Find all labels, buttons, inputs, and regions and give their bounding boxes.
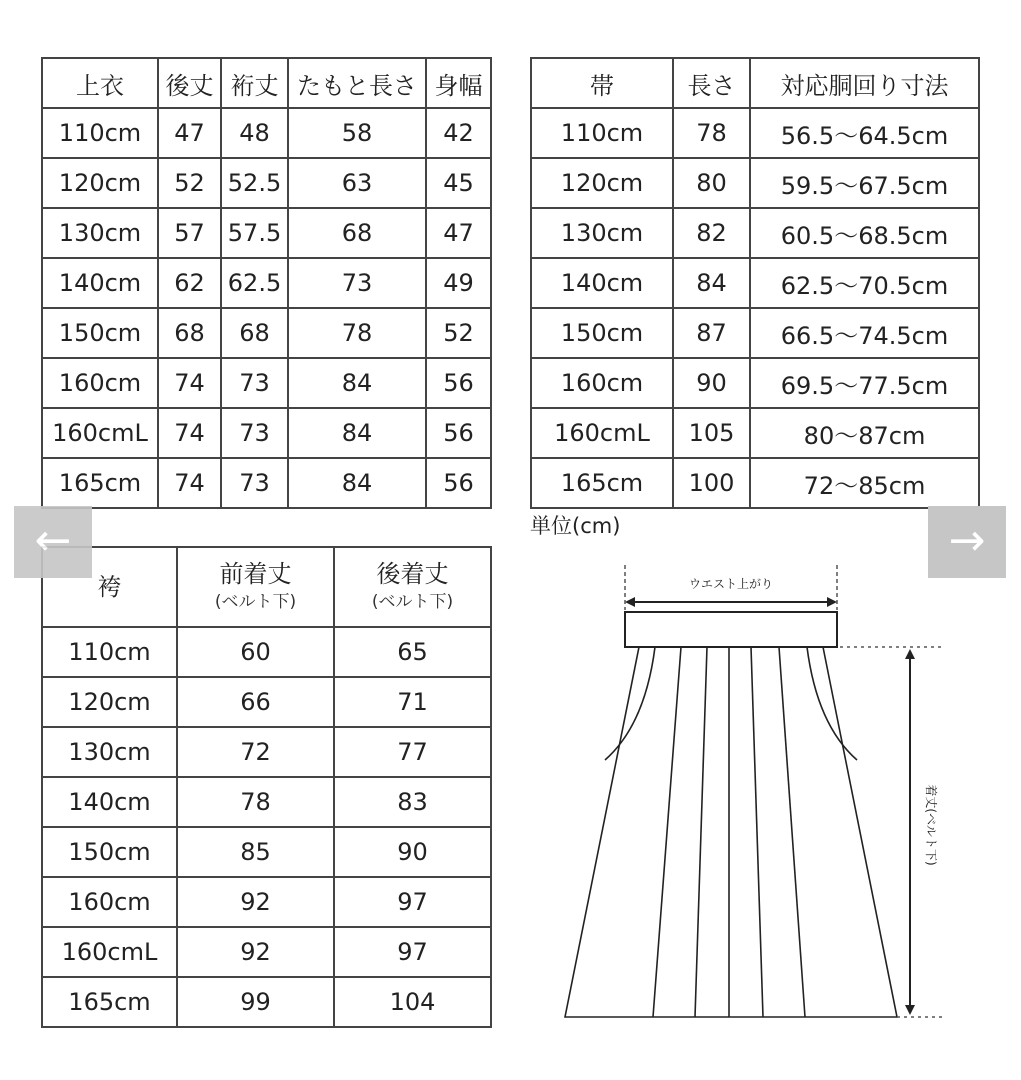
table-row [42, 208, 491, 258]
table-row [42, 827, 491, 877]
value-cell: 68 [221, 308, 288, 358]
size-cell: 110cm [531, 108, 673, 158]
arrow-right-icon: → [948, 515, 986, 566]
length-arrow-top-head [905, 649, 915, 659]
table-row [42, 108, 491, 158]
value-cell: 59.5〜67.5cm [750, 158, 979, 208]
value-cell: 49 [426, 258, 491, 308]
size-cell: 120cm [42, 158, 158, 208]
size-cell: 120cm [531, 158, 673, 208]
value-cell: 80〜87cm [750, 408, 979, 458]
pleat-line [779, 647, 805, 1017]
value-cell: 87 [673, 308, 750, 358]
value-cell: 62.5〜70.5cm [750, 258, 979, 308]
pleat-line [653, 647, 681, 1017]
table-row [531, 258, 979, 308]
column-header: たもと長さ [288, 58, 426, 108]
size-cell: 160cm [531, 358, 673, 408]
size-cell: 110cm [42, 627, 177, 677]
column-header: 上衣 [42, 58, 158, 108]
hakama-diagram [555, 555, 955, 1025]
column-header-main: 後着丈 [376, 560, 449, 588]
value-cell: 104 [334, 977, 491, 1027]
table-row [42, 408, 491, 458]
value-cell: 105 [673, 408, 750, 458]
table-row [42, 258, 491, 308]
size-cell: 165cm [42, 458, 158, 508]
value-cell: 92 [177, 927, 334, 977]
header-row [42, 547, 491, 627]
waist-label: ウエスト上がり [688, 577, 774, 591]
value-cell: 62 [158, 258, 221, 308]
value-cell: 47 [426, 208, 491, 258]
value-cell: 90 [334, 827, 491, 877]
value-cell: 65 [334, 627, 491, 677]
value-cell: 78 [673, 108, 750, 158]
size-cell: 150cm [42, 827, 177, 877]
table-row [531, 458, 979, 508]
value-cell: 83 [334, 777, 491, 827]
size-cell: 165cm [42, 977, 177, 1027]
value-cell: 56 [426, 358, 491, 408]
size-cell: 160cm [42, 877, 177, 927]
value-cell: 62.5 [221, 258, 288, 308]
size-cell: 130cm [42, 727, 177, 777]
value-cell: 69.5〜77.5cm [750, 358, 979, 408]
pleat-line [695, 647, 707, 1017]
value-cell: 52 [426, 308, 491, 358]
value-cell: 84 [673, 258, 750, 308]
column-header: 裄丈 [221, 58, 288, 108]
obi-size-table [530, 57, 980, 509]
size-cell: 140cm [42, 258, 158, 308]
arrow-left-icon: ← [34, 515, 72, 566]
size-cell: 140cm [531, 258, 673, 308]
value-cell: 84 [288, 458, 426, 508]
size-cell: 130cm [531, 208, 673, 258]
size-cell: 130cm [42, 208, 158, 258]
waist-arrow-left-head [625, 597, 635, 607]
value-cell: 85 [177, 827, 334, 877]
size-cell: 160cm [42, 358, 158, 408]
value-cell: 92 [177, 877, 334, 927]
value-cell: 97 [334, 927, 491, 977]
value-cell: 78 [288, 308, 426, 358]
size-cell: 160cmL [531, 408, 673, 458]
value-cell: 74 [158, 358, 221, 408]
size-cell: 150cm [531, 308, 673, 358]
value-cell: 72〜85cm [750, 458, 979, 508]
value-cell: 52.5 [221, 158, 288, 208]
table-row [42, 777, 491, 827]
value-cell: 73 [288, 258, 426, 308]
value-cell: 72 [177, 727, 334, 777]
value-cell: 80 [673, 158, 750, 208]
value-cell: 60.5〜68.5cm [750, 208, 979, 258]
prev-button[interactable] [14, 506, 92, 578]
value-cell: 71 [334, 677, 491, 727]
value-cell: 77 [334, 727, 491, 777]
value-cell: 66.5〜74.5cm [750, 308, 979, 358]
table-row [531, 408, 979, 458]
table-row [531, 308, 979, 358]
hakama-size-table [41, 546, 492, 1028]
value-cell: 66 [177, 677, 334, 727]
column-header: 長さ [673, 58, 750, 108]
value-cell: 84 [288, 358, 426, 408]
column-header-sub: (ベルト下) [371, 592, 454, 612]
table-row [42, 308, 491, 358]
value-cell: 84 [288, 408, 426, 458]
value-cell: 56 [426, 458, 491, 508]
table-row [531, 208, 979, 258]
value-cell: 42 [426, 108, 491, 158]
column-header-main: 袴 [97, 573, 122, 601]
value-cell: 56.5〜64.5cm [750, 108, 979, 158]
length-arrow-bottom-head [905, 1005, 915, 1015]
table-row [531, 358, 979, 408]
size-cell: 140cm [42, 777, 177, 827]
table-row [42, 727, 491, 777]
table-row [531, 108, 979, 158]
value-cell: 56 [426, 408, 491, 458]
column-header [334, 547, 491, 627]
waist-arrow-right-head [827, 597, 837, 607]
skirt-outline [565, 647, 897, 1017]
value-cell: 100 [673, 458, 750, 508]
value-cell: 73 [221, 458, 288, 508]
table-row [42, 677, 491, 727]
size-cell: 165cm [531, 458, 673, 508]
value-cell: 74 [158, 458, 221, 508]
size-cell: 160cmL [42, 927, 177, 977]
value-cell: 99 [177, 977, 334, 1027]
header-row [531, 58, 979, 108]
pleat-line [751, 647, 763, 1017]
value-cell: 47 [158, 108, 221, 158]
obi-table-body [531, 58, 979, 508]
table-row [42, 627, 491, 677]
tops-table-body [42, 58, 491, 508]
value-cell: 68 [288, 208, 426, 258]
value-cell: 73 [221, 408, 288, 458]
column-header-sub: (ベルト下) [214, 592, 297, 612]
side-slit-right [807, 647, 857, 760]
length-label: 着丈(ベルト下) [924, 784, 938, 866]
value-cell: 52 [158, 158, 221, 208]
table-row [42, 358, 491, 408]
value-cell: 57 [158, 208, 221, 258]
table-row [42, 977, 491, 1027]
value-cell: 90 [673, 358, 750, 408]
table-row [42, 927, 491, 977]
value-cell: 60 [177, 627, 334, 677]
column-header: 対応胴回り寸法 [750, 58, 979, 108]
hakama-table-body [42, 547, 491, 1027]
header-row [42, 58, 491, 108]
column-header-main: 前着丈 [219, 560, 292, 588]
waistband [625, 612, 837, 647]
size-cell: 150cm [42, 308, 158, 358]
table-row [42, 877, 491, 927]
tops-size-table [41, 57, 492, 509]
value-cell: 57.5 [221, 208, 288, 258]
value-cell: 63 [288, 158, 426, 208]
value-cell: 74 [158, 408, 221, 458]
table-row [42, 158, 491, 208]
value-cell: 73 [221, 358, 288, 408]
column-header: 身幅 [426, 58, 491, 108]
column-header: 後丈 [158, 58, 221, 108]
table-row [531, 158, 979, 208]
value-cell: 78 [177, 777, 334, 827]
size-cell: 120cm [42, 677, 177, 727]
size-cell: 160cmL [42, 408, 158, 458]
value-cell: 48 [221, 108, 288, 158]
unit-note: 単位(cm) [530, 514, 621, 538]
size-cell: 110cm [42, 108, 158, 158]
column-header: 帯 [531, 58, 673, 108]
value-cell: 45 [426, 158, 491, 208]
value-cell: 68 [158, 308, 221, 358]
value-cell: 58 [288, 108, 426, 158]
value-cell: 82 [673, 208, 750, 258]
value-cell: 97 [334, 877, 491, 927]
side-slit-left [605, 647, 655, 760]
table-row [42, 458, 491, 508]
column-header [177, 547, 334, 627]
